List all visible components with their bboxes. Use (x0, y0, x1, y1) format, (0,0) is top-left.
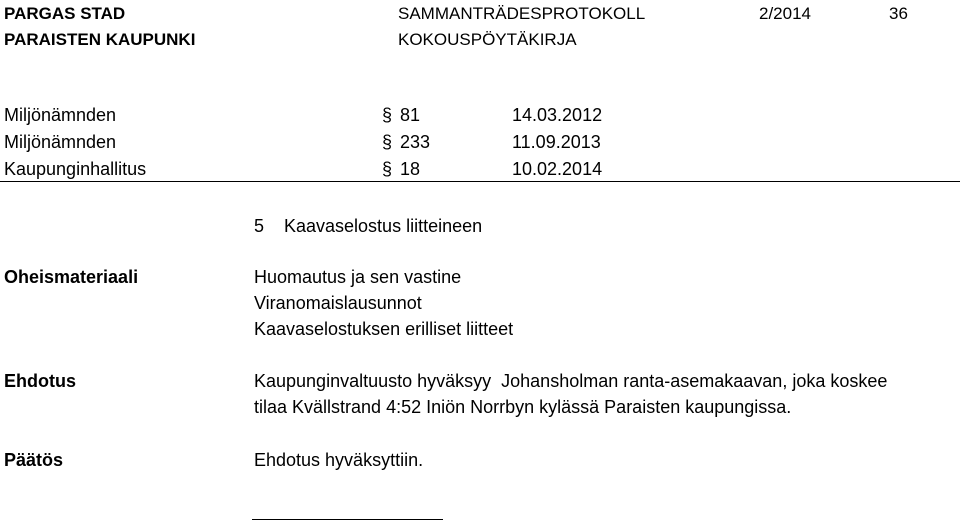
section-sign: § (382, 105, 393, 125)
signature-line (252, 519, 443, 520)
meeting-body: Miljönämnden (4, 132, 117, 152)
org-name-finnish: PARAISTEN KAUPUNKI (4, 30, 196, 49)
org-name-swedish: PARGAS STAD (4, 4, 126, 23)
decision-text: Ehdotus hyväksyttiin. (254, 450, 424, 470)
meeting-date: 11.09.2013 (512, 132, 601, 152)
item-title: Kaavaselostus liitteineen (284, 216, 483, 236)
meeting-date: 10.02.2014 (512, 159, 603, 179)
section-number: § 18 (382, 159, 421, 179)
decision-label: Päätös (4, 450, 64, 470)
proposal-label: Ehdotus (4, 371, 76, 391)
attachments-label: Oheismateriaali (4, 267, 139, 287)
doc-type-finnish: KOKOUSPÖYTÄKIRJA (398, 30, 577, 49)
meeting-body: Kaupunginhallitus (4, 159, 147, 179)
section-number: § 81 (382, 105, 421, 125)
attachment-item: Huomautus ja sen vastine (254, 267, 462, 287)
protocol-number: 2/2014 (759, 4, 811, 23)
section-number: § 233 (382, 132, 431, 152)
attachment-item: Kaavaselostuksen erilliset liitteet (254, 319, 514, 339)
item-number: 5 (254, 216, 265, 236)
header-divider (0, 181, 960, 182)
proposal-text-line-1: Kaupunginvaltuusto hyväksyy Johansholman ranta-asemakaavan, joka koskee (254, 371, 888, 391)
section-sign: § (382, 132, 393, 152)
section-sign: § (382, 159, 393, 179)
page-number: 36 (889, 4, 908, 23)
attachment-item: Viranomaislausunnot (254, 293, 422, 313)
doc-type-swedish: SAMMANTRÄDESPROTOKOLL (398, 4, 646, 23)
meeting-date: 14.03.2012 (512, 105, 603, 125)
meeting-body: Miljönämnden (4, 105, 117, 125)
proposal-text-line-2: tilaa Kvällstrand 4:52 Iniön Norrbyn kylässä Paraisten kaupungissa. (254, 397, 792, 417)
